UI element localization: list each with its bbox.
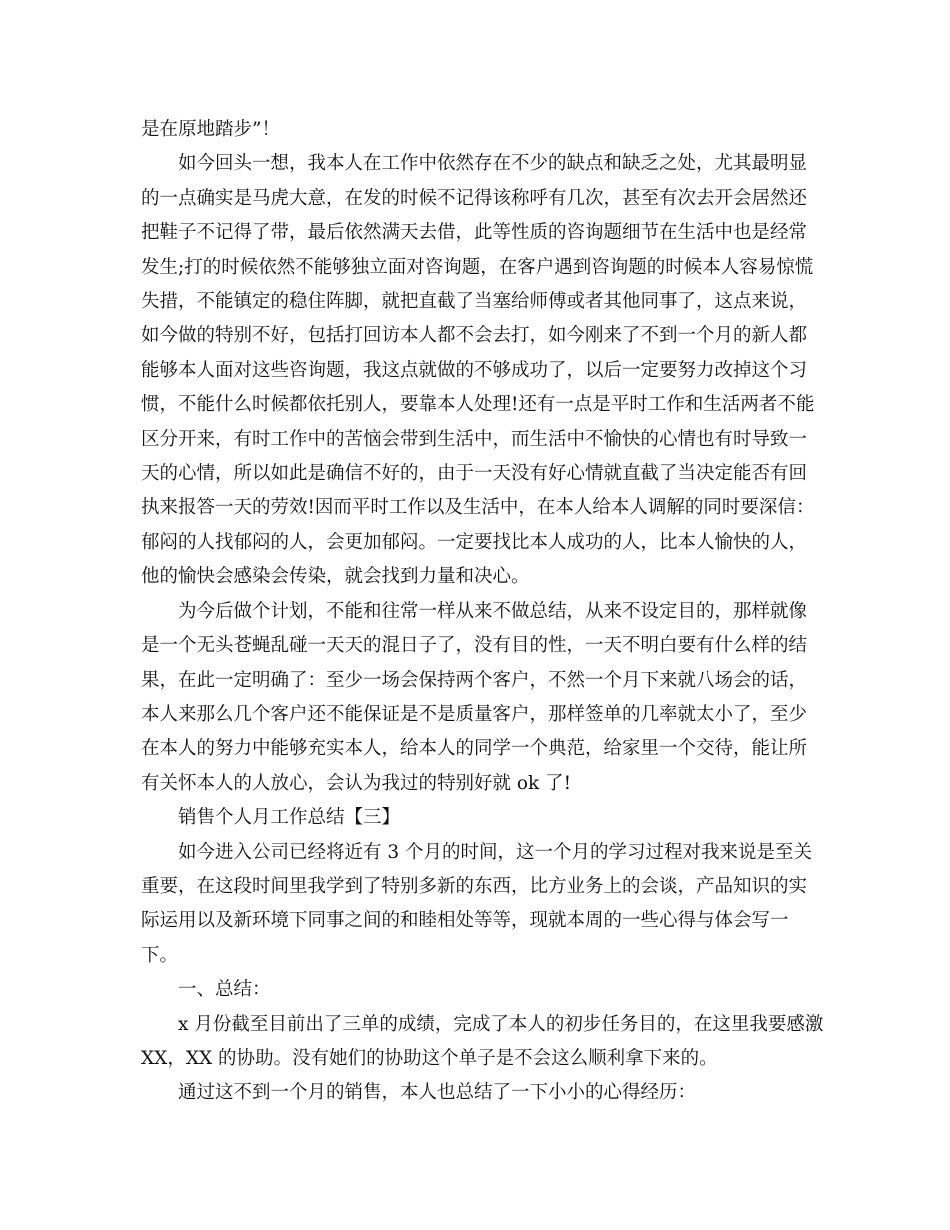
- paragraph-plan: 为今后做个计划，不能和往常一样从来不做总结，从来不设定目的，那样就像是一个无头苍蝇乱碰一天天的混日子了，没有目的性，一天不明白要有什么样的结果，在此一定明确了：至少一场会保持两个客户，不然一个月下来就八场会的话，本人来那么几个客户还不能保证是不是质量客户，那样签单的几率就太小了，至少在本人的努力中能够充实本人，给本人的同学一个典范，给家里一个交待，能让所有关怀本人的人放心，会认为我过的特别好就 ok 了!: [141, 600, 808, 794]
- paragraph-reflection: 如今回头一想，我本人在工作中依然存在不少的缺点和缺乏之处，尤其最明显的一点确实是马虎大意，在发的时候不记得该称呼有几次，甚至有次去开会居然还把鞋子不记得了带，最后依然满天去借，此等性质的咨询题细节在生活中也是经常发生;打的时候依然不能够独立面对咨询题，在客户遇到咨询题的时候本人容易惊慌失措，不能镇定的稳住阵脚，就把直截了当塞给师傅或者其他同事了，这点来说，如今做的特别不好，包括打回访本人都不会去打，如今刚来了不到一个月的新人都能够本人面对这些咨询题，我这点就做的不够成功了，以后一定要努力改掉这个习惯，不能什么时候都依托别人，要靠本人处理!还有一点是平时工作和生活两者不能区分开来，有时工作中的苦恼会带到生活中，而生活中不愉快的心情也有时导致一天的心情，所以如此是确信不好的，由于一天没有好心情就直截了当决定能否有回执来报答一天的劳效!因而平时工作以及生活中，在本人给本人调解的同时要深信：郁闷的人找郁闷的人，会更加郁闷。一定要找比本人成功的人，比本人愉快的人，他的愉快会感染会传染，就会找到力量和决心。: [141, 153, 815, 588]
- paragraph-intro: 如今进入公司已经将近有 3 个月的时间，这一个月的学习过程对我来说是至关重要，在这段时间里我学到了特别多新的东西，比方业务上的会谈，产品知识的实际运用以及新环境下同事之间的和睦相处等等，现就本周的一些心得与体会写一下。: [141, 841, 813, 966]
- paragraph-experience: 通过这不到一个月的销售，本人也总结了一下小小的心得经历：: [178, 1082, 697, 1104]
- subheading-summary: 一、总结：: [178, 979, 271, 1001]
- paragraph-continuation: 是在原地踏步”！: [141, 119, 280, 140]
- paragraph-results: x 月份截至目前出了三单的成绩，完成了本人的初步任务目的，在这里我要感激 XX，XX 的协助。没有她们的协助这个单子是不会这么顺利拿下来的。: [141, 1013, 824, 1069]
- section-heading: 销售个人月工作总结【三】: [178, 807, 401, 829]
